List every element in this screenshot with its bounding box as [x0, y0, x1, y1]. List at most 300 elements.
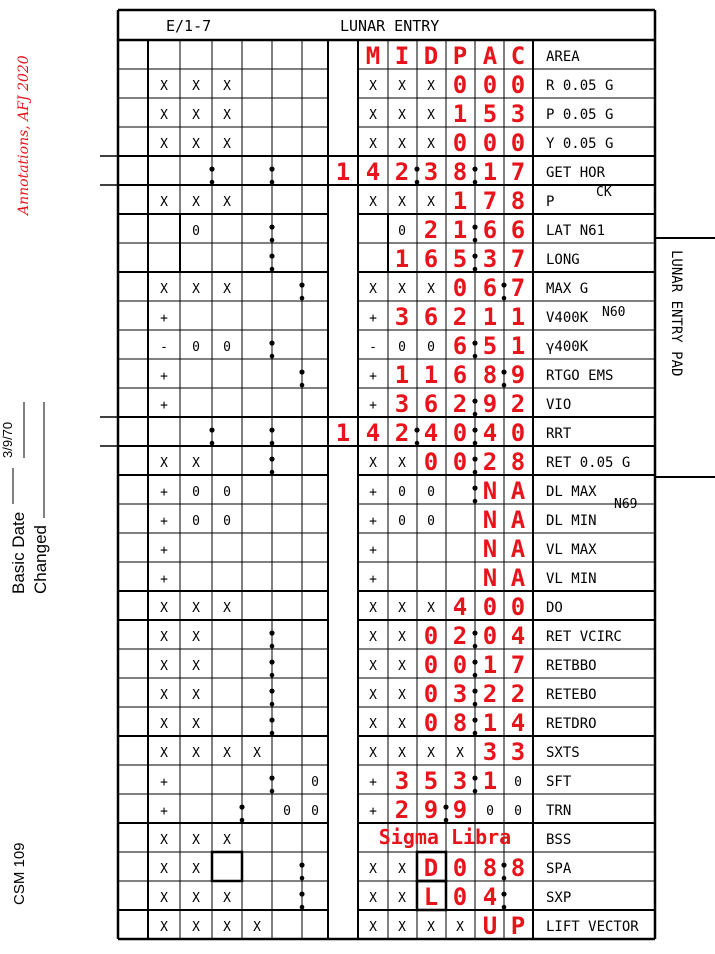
form-cell-print: X [369, 136, 377, 152]
row-label: SXP [546, 889, 572, 906]
decimal-dot [270, 267, 275, 272]
handwritten-digit: A [510, 505, 526, 534]
form-cell-print: X [369, 658, 377, 674]
handwritten-digit: 1 [335, 418, 351, 447]
decimal-dot [472, 688, 477, 693]
decimal-dot [502, 383, 507, 388]
handwritten-digit: 2 [452, 389, 468, 418]
decimal-dot [473, 267, 478, 272]
handwritten-digit: 0 [510, 128, 526, 157]
handwritten-digit: 2 [423, 215, 439, 244]
decimal-dot [270, 731, 275, 736]
form-cell-print: 0 [514, 803, 522, 819]
row-label: P [546, 193, 555, 210]
handwritten-digit: 1 [452, 186, 468, 215]
form-cell-print: X [398, 600, 406, 616]
row-label: Y 0.05 G [546, 135, 614, 152]
form-cell-print: + [160, 542, 168, 558]
handwritten-digit: 3 [394, 766, 410, 795]
form-cell-print: X [398, 136, 406, 152]
handwritten-digit: 0 [452, 70, 468, 99]
decimal-dot [473, 238, 478, 243]
handwritten-digit: N [482, 505, 498, 534]
form-cell-print: X [398, 716, 406, 732]
form-cell-print: X [192, 658, 200, 674]
decimal-dot [270, 238, 275, 243]
handwritten-digit: 0 [452, 128, 468, 157]
form-cell-print: X [160, 281, 168, 297]
handwritten-digit: 1 [482, 708, 498, 737]
csm-label: CSM 109 [11, 842, 28, 905]
decimal-dot [300, 876, 305, 881]
form-cell-print: 0 [192, 484, 200, 500]
form-cell-print: 0 [223, 484, 231, 500]
decimal-dot [472, 166, 477, 171]
basic-date-value: 3/9/70 [0, 421, 15, 458]
form-cell-print: X [160, 600, 168, 616]
handwritten-digit: 6 [452, 360, 468, 389]
handwritten-digit: 8 [482, 853, 498, 882]
decimal-dot [472, 456, 477, 461]
form-cell-print: X [369, 455, 377, 471]
row-label: RTGO EMS [546, 367, 614, 384]
handwritten-digit: 1 [452, 215, 468, 244]
handwritten-digit: L [423, 882, 439, 911]
form-cell-print: 0 [311, 803, 319, 819]
form-cell-print: 0 [223, 339, 231, 355]
row-label: SFT [546, 773, 572, 790]
form-cell-print: X [427, 194, 435, 210]
handwritten-digit: 2 [394, 795, 410, 824]
handwritten-digit: 6 [482, 215, 498, 244]
form-cell-print: X [398, 78, 406, 94]
form-cell-print: X [369, 919, 377, 935]
decimal-dot [472, 775, 477, 780]
handwritten-digit: 4 [482, 418, 498, 447]
handwritten-digit: 0 [482, 592, 498, 621]
form-cell-print: 0 [283, 803, 291, 819]
row-label: RETBBO [546, 657, 597, 674]
form-cell-print: 0 [514, 774, 522, 790]
row-label: DL MIN [546, 512, 597, 529]
decimal-dot [270, 441, 275, 446]
form-cell-print: X [192, 890, 200, 906]
handwritten-digit: 0 [482, 70, 498, 99]
handwritten-digit: 0 [423, 621, 439, 650]
form-cell-print: + [369, 368, 377, 384]
form-cell-print: 0 [311, 774, 319, 790]
form-cells [160, 42, 639, 940]
decimal-dot [502, 905, 507, 910]
decimal-dot [473, 354, 478, 359]
form-cell-print: X [160, 716, 168, 732]
handwritten-digit: 0 [423, 447, 439, 476]
row-label: TRN [546, 802, 572, 819]
handwritten-digit: 0 [452, 853, 468, 882]
form-cell-print: X [369, 281, 377, 297]
handwritten-digit: D [423, 853, 439, 882]
decimal-dot [414, 166, 419, 171]
handwritten-digit: M [365, 41, 381, 70]
decimal-dot [472, 253, 477, 258]
form-cell-print: X [192, 194, 200, 210]
handwritten-digit: 1 [510, 331, 526, 360]
form-cell-print: - [160, 339, 168, 355]
form-title: LUNAR ENTRY [340, 17, 440, 35]
handwritten-digit: 5 [452, 244, 468, 273]
form-cell-print: X [223, 78, 231, 94]
handwritten-digit: 3 [452, 679, 468, 708]
handwritten-digit: 5 [482, 99, 498, 128]
handwritten-digit: 4 [452, 592, 468, 621]
decimal-dot [269, 456, 274, 461]
handwritten-digit: 0 [452, 418, 468, 447]
form-cell-print: X [223, 136, 231, 152]
form-cell-print: X [427, 281, 435, 297]
form-cell-print: X [192, 78, 200, 94]
row-label: DL MAX [546, 483, 597, 500]
row-label: RET 0.05 G [546, 454, 631, 471]
decimal-dot [270, 180, 275, 185]
decimal-dot [472, 630, 477, 635]
form-cell-print: X [427, 919, 435, 935]
form-cell-print: + [369, 397, 377, 413]
handwritten-digit: 5 [423, 766, 439, 795]
form-cell-print: X [223, 600, 231, 616]
decimal-dot [501, 891, 506, 896]
handwritten-digit: I [394, 41, 410, 70]
form-cell-print: X [160, 194, 168, 210]
basic-date-block [0, 402, 50, 594]
handwritten-digit: 7 [510, 650, 526, 679]
decimal-dot [473, 499, 478, 504]
form-cell-print: X [398, 658, 406, 674]
form-cell-print: X [192, 600, 200, 616]
form-cell-print: X [192, 687, 200, 703]
form-cell-print: X [223, 281, 231, 297]
form-cell-print: X [192, 107, 200, 123]
handwritten-digit: 9 [452, 795, 468, 824]
handwritten-digit: 6 [423, 244, 439, 273]
handwritten-digit: C [510, 41, 526, 70]
decimal-dot [269, 630, 274, 635]
row-label: RETDRO [546, 715, 597, 732]
changed-label: Changed [31, 524, 50, 594]
form-cell-print: 0 [486, 803, 494, 819]
form-cell-print: 0 [192, 223, 200, 239]
handwritten-digit: 3 [394, 302, 410, 331]
handwritten-digit: 3 [482, 737, 498, 766]
form-cell-print: 0 [398, 223, 406, 239]
form-cell-print: X [398, 687, 406, 703]
row-label: γ400K [546, 338, 589, 355]
form-cell-print: + [369, 803, 377, 819]
form-cell-print: X [192, 281, 200, 297]
form-cell-print: 0 [192, 339, 200, 355]
decimal-dot [269, 775, 274, 780]
handwritten-digit: 0 [510, 592, 526, 621]
decimal-dot [269, 717, 274, 722]
form-cell-print: 0 [398, 513, 406, 529]
decimal-dot [270, 354, 275, 359]
handwritten-digit: 7 [510, 157, 526, 186]
decimal-dot [473, 789, 478, 794]
form-cell-print: + [369, 774, 377, 790]
handwritten-digit: 0 [510, 70, 526, 99]
form-cell-print: X [192, 745, 200, 761]
form-cell-print: X [192, 629, 200, 645]
decimal-dot [269, 427, 274, 432]
form-cell-print: X [192, 716, 200, 732]
decimal-dot [269, 253, 274, 258]
decimal-dot [472, 427, 477, 432]
decimal-dot [269, 688, 274, 693]
row-label: SXTS [546, 744, 580, 761]
handwritten-digit: N [482, 563, 498, 592]
form-cell-print: 0 [223, 513, 231, 529]
form-cell-print: X [160, 658, 168, 674]
form-cell-print: X [192, 455, 200, 471]
form-cell-print: X [160, 745, 168, 761]
row-label: RET VCIRC [546, 628, 622, 645]
decimal-dot [501, 282, 506, 287]
handwritten-digit: 1 [482, 766, 498, 795]
handwritten-digit: A [510, 476, 526, 505]
handwritten-digit: 5 [482, 331, 498, 360]
decimal-dot [502, 296, 507, 301]
form-cell-print: X [369, 890, 377, 906]
handwritten-digit: A [510, 563, 526, 592]
handwritten-digit: 6 [482, 273, 498, 302]
handwritten-digit: 1 [335, 157, 351, 186]
row-label: VL MAX [546, 541, 597, 558]
form-cell-print: X [398, 629, 406, 645]
decimal-dot [501, 369, 506, 374]
form-cell-print: X [398, 455, 406, 471]
form-cell-print: X [456, 919, 464, 935]
form-cell-print: X [398, 281, 406, 297]
handwritten-digit: 0 [423, 679, 439, 708]
form-cell-print: X [160, 687, 168, 703]
form-cell-print: + [160, 310, 168, 326]
form-cell-print: + [160, 571, 168, 587]
decimal-dot [473, 180, 478, 185]
form-cell-print: X [369, 716, 377, 732]
decimal-dot [240, 818, 245, 823]
handwritten-digit: 1 [423, 360, 439, 389]
handwritten-digit: 0 [452, 273, 468, 302]
decimal-dot [473, 673, 478, 678]
decimal-dot [270, 789, 275, 794]
form-cell-print: + [160, 397, 168, 413]
handwritten-bss: Sigma Libra [378, 824, 512, 849]
handwritten-digit: 4 [365, 157, 381, 186]
form-cell-print: X [369, 78, 377, 94]
decimal-dot [502, 876, 507, 881]
handwritten-digit: 8 [452, 708, 468, 737]
decimal-dot [472, 659, 477, 664]
handwritten-digit: P [510, 911, 526, 940]
form-cell-print: X [427, 745, 435, 761]
row-label: LAT N61 [546, 222, 606, 239]
handwritten-digit: 8 [510, 186, 526, 215]
handwritten-digit: D [423, 41, 439, 70]
decimal-dot [473, 644, 478, 649]
handwritten-digit: 2 [452, 302, 468, 331]
row-label: AREA [546, 48, 580, 65]
form-cell-print: X [253, 919, 261, 935]
handwritten-digit: 1 [510, 302, 526, 331]
form-cell-print: X [369, 745, 377, 761]
form-id: E/1-7 [166, 17, 212, 35]
form-cell-print: X [427, 78, 435, 94]
form-cell-print: X [369, 861, 377, 877]
form-cell-print: X [369, 107, 377, 123]
decimal-dot [415, 441, 420, 446]
form-cell-print: 0 [427, 513, 435, 529]
row-label: P 0.05 G [546, 106, 614, 123]
form-cell-print: X [160, 861, 168, 877]
decimal-dot [473, 470, 478, 475]
decimal-dot [299, 282, 304, 287]
handwritten-digit: 1 [452, 99, 468, 128]
row-label: V400K [546, 309, 589, 326]
form-cell-print: X [369, 629, 377, 645]
handwritten-digit: 0 [452, 447, 468, 476]
form-cell-print: 0 [398, 339, 406, 355]
decimal-dot [473, 702, 478, 707]
handwritten-digit: 2 [510, 679, 526, 708]
form-cell-print: X [398, 890, 406, 906]
row-label: VL MIN [546, 570, 597, 587]
handwritten-digit: 0 [423, 650, 439, 679]
form-cell-print: X [192, 861, 200, 877]
form-cell-print: + [160, 774, 168, 790]
form-cell-print: X [223, 745, 231, 761]
form-cell-print: + [369, 542, 377, 558]
handwritten-digit: 0 [482, 128, 498, 157]
decimal-dot [269, 659, 274, 664]
handwritten-digit: 3 [510, 99, 526, 128]
handwritten-digit: U [482, 911, 498, 940]
form-cell-print: X [369, 600, 377, 616]
handwritten-digit: 3 [394, 389, 410, 418]
row-label: LONG [546, 251, 580, 268]
form-cell-print: X [223, 107, 231, 123]
form-cell-print: + [160, 803, 168, 819]
handwritten-digit: 3 [452, 766, 468, 795]
handwritten-digit: 6 [423, 389, 439, 418]
handwritten-digit: 2 [452, 621, 468, 650]
form-cell-print: X [160, 890, 168, 906]
decimal-dot [239, 804, 244, 809]
row-label: BSS [546, 831, 572, 848]
decimal-dot [269, 166, 274, 171]
row-label: DO [546, 599, 563, 616]
decimal-dot [414, 427, 419, 432]
decimal-dot [210, 441, 215, 446]
decimal-dot [473, 412, 478, 417]
form-cell-print: X [160, 832, 168, 848]
handwritten-digit: 2 [482, 447, 498, 476]
decimal-dot [472, 717, 477, 722]
form-cell-print: X [223, 832, 231, 848]
handwritten-digit: 4 [365, 418, 381, 447]
lunar-entry-pad-label: LUNAR ENTRY PAD [668, 250, 684, 377]
annotation-note: Annotations, AFJ 2020 [16, 55, 32, 215]
handwritten-digit: 4 [423, 418, 439, 447]
form-cell-print: + [369, 571, 377, 587]
form-cell-print: X [369, 687, 377, 703]
form-cell-print: X [398, 194, 406, 210]
form-cell-print: + [160, 368, 168, 384]
form-cell-print: X [192, 919, 200, 935]
decimal-dot [270, 702, 275, 707]
handwritten-digit: 0 [452, 650, 468, 679]
handwritten-digit: 0 [452, 882, 468, 911]
form-cell-print: 0 [192, 513, 200, 529]
form-cell-print: - [369, 339, 377, 355]
handwritten-digit: 9 [510, 360, 526, 389]
form-cell-print: X [160, 107, 168, 123]
form-cell-print: X [160, 78, 168, 94]
row-label: SPA [546, 860, 572, 877]
row-label: RRT [546, 425, 572, 442]
row-label: MAX G [546, 280, 589, 297]
handwritten-digit: 1 [394, 360, 410, 389]
form-cell-print: 0 [427, 339, 435, 355]
form-cell-print: X [160, 136, 168, 152]
handwritten-digit: 2 [394, 157, 410, 186]
form-cell-print: X [223, 919, 231, 935]
form-cell-print: X [456, 745, 464, 761]
form-cell-print: X [223, 194, 231, 210]
form-cell-print: X [427, 107, 435, 123]
decimal-dot [269, 340, 274, 345]
handwritten-digit: 8 [510, 447, 526, 476]
form-cell-print: + [160, 484, 168, 500]
handwritten-digit: 8 [482, 360, 498, 389]
handwritten-digit: 4 [510, 621, 526, 650]
handwritten-digit: N [482, 534, 498, 563]
handwritten-digit: 3 [510, 737, 526, 766]
form-cell-print: X [192, 832, 200, 848]
decimal-dot [270, 644, 275, 649]
row-label: GET HOR [546, 164, 606, 181]
form-cell-print: X [427, 600, 435, 616]
handwritten-digit: 1 [482, 302, 498, 331]
decimal-dot [270, 470, 275, 475]
handwritten-digit: 6 [452, 331, 468, 360]
decimal-dot [415, 180, 420, 185]
form-cell-print: 0 [398, 484, 406, 500]
row-sublabel: CK [596, 184, 612, 200]
handwritten-digit: A [510, 534, 526, 563]
handwritten-digit: P [452, 41, 468, 70]
decimal-dot [473, 441, 478, 446]
decimal-dot [270, 673, 275, 678]
decimal-dot [209, 427, 214, 432]
row-label: RETEBO [546, 686, 597, 703]
handwritten-digit: 3 [482, 244, 498, 273]
form-cell-print: X [192, 136, 200, 152]
row-sublabel: N69 [614, 496, 638, 512]
form-cell-print: + [369, 513, 377, 529]
form-cell-print: + [369, 310, 377, 326]
decimal-dot [444, 818, 449, 823]
decimal-dot [269, 224, 274, 229]
row-label: LIFT VECTOR [546, 918, 639, 935]
